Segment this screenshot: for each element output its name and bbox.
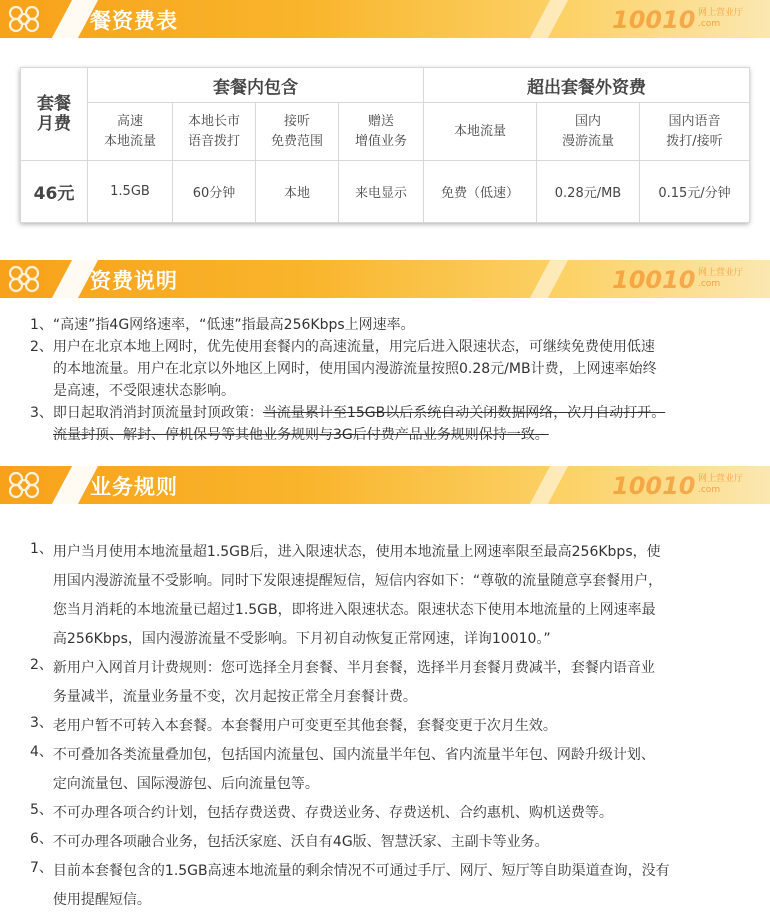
brand-logo: 10010 (612, 6, 696, 34)
col-header-voice-call: 本地长市 语音拨打 (173, 103, 256, 161)
rule-item: 6、 不可办理各项融合业务，包括沃家庭、沃自有4G版、智慧沃家、主副卡等业务。 (30, 831, 549, 850)
struck-policy-text: 当流量累计至15GB以后系统自动关闭数据网络，次月自动打开。 (262, 405, 666, 421)
rule-item: 7、 目前本套餐包含的1.5GB高速本地流量的剩余情况不可通过手厅、网厅、短厅等自助渠道查询，没有 使用提醒短信。 (30, 860, 670, 908)
fee-table (20, 67, 750, 223)
brand-sub: 网上营业厅 .com (698, 268, 744, 289)
row-header-monthly-fee: 套餐月费 (21, 68, 88, 161)
brand-sub: 网上营业厅 .com (698, 474, 744, 495)
col-header-domestic-voice: 国内语音 拨打/接听 (640, 103, 750, 161)
group-header-included: 套餐内包含 (88, 68, 424, 103)
note-item: 2、 用户在北京本地上网时，优先使用套餐内的高速流量，用完后进入限速状态，可继续免费使用低速 (30, 339, 655, 355)
note-item: 1、“高速”指4G网络速率，“低速”指最高256Kbps上网速率。 (30, 317, 415, 333)
section-title: 业务规则 (90, 475, 178, 499)
monthly-fee-value: 46元 (21, 161, 88, 223)
rule-item: 2、 新用户入网首月计费规则：您可选择全月套餐、半月套餐，选择半月套餐月费减半，套餐内语音业 务量减半，流量业务量不变，次月起按正常全月套餐计费。 (30, 657, 655, 705)
table-cell: 0.15元/分钟 (640, 161, 750, 223)
brand-logo: 10010 (612, 266, 696, 294)
struck-policy-text: 流量封顶、解封、停机保号等其他业务规则与3G后付费产品业务规则保持一致。 (53, 427, 549, 443)
section-banner-notes (0, 260, 770, 298)
table-cell: 本地 (256, 161, 339, 223)
fee-table-card (20, 67, 749, 222)
section-banner-rules (0, 466, 770, 504)
china-unicom-knot-icon (4, 263, 44, 295)
col-header-roaming-data: 国内 漫游流量 (537, 103, 640, 161)
note-item: 3、 即日起取消消封顶流量封顶政策：当流量累计至15GB以后系统自动关闭数据网络，次月自动打开。 (30, 405, 666, 421)
table-cell: 免费（低速） (424, 161, 537, 223)
business-rules (30, 538, 750, 915)
table-cell: 0.28元/MB (537, 161, 640, 223)
col-header-local-data: 本地流量 (424, 103, 537, 161)
section-title: 餐资费表 (90, 9, 178, 33)
col-header-highspeed-data: 高速 本地流量 (88, 103, 173, 161)
table-cell: 60分钟 (173, 161, 256, 223)
rule-item: 3、 老用户暂不可转入本套餐。本套餐用户可变更至其他套餐，套餐变更于次月生效。 (30, 715, 557, 734)
rule-item: 4、 不可叠加各类流量叠加包，包括国内流量包、国内流量半年包、省内流量半年包、网龄升级计划、 定向流量包、国际漫游包、后向流量包等。 (30, 744, 655, 792)
col-header-value-added: 赠送 增值业务 (339, 103, 424, 161)
brand-sub: 网上营业厅 .com (698, 8, 744, 29)
group-header-extra: 超出套餐外资费 (424, 68, 750, 103)
table-cell: 来电显示 (339, 161, 424, 223)
table-cell: 1.5GB (88, 161, 173, 223)
section-title: 资费说明 (90, 269, 178, 293)
china-unicom-knot-icon (4, 469, 44, 501)
rule-item: 1、 用户当月使用本地流量超1.5GB后，进入限速状态，使用本地流量上网速率限至最高256Kbps，使 用国内漫游流量不受影响。同时下发限速提醒短信，短信内容如下：“尊敬的流量随意享套餐用户， 您当月消耗的本地流量已超过1.5GB，即将进入限速状态。限速状态下使用本地流量的上网速率最 高256Kbps，国内漫游流量不受影响。下月初自动恢复正常网速，详询10010。” (30, 541, 663, 647)
rule-item: 5、 不可办理各项合约计划，包括存费送费、存费送业务、存费送机、合约惠机、购机送费等。 (30, 802, 613, 821)
col-header-answer-range: 接听 免费范围 (256, 103, 339, 161)
fee-notes: 1、“高速”指4G网络速率，“低速”指最高256Kbps上网速率。 2、 用户在北京本地上网时，优先使用套餐内的高速流量，用完后进入限速状态，可继续免费使用低速 的本地流量。用户在北京以外地区上网时，使用国内漫游流量按照0.28元/MB计费，上网速率始终 是高速，不受限速状态影响。 3、 即日起取消消封顶流量封顶政策：当流量累计至15GB以后系统自动关闭数据网络，次月自动打开。 流量封顶、解封、停机保号等其他业务规则与3G后付费产品业务规则保持一致。 (30, 314, 750, 446)
section-banner-fees (0, 0, 770, 38)
brand-logo: 10010 (612, 472, 696, 500)
china-unicom-knot-icon (4, 3, 44, 35)
